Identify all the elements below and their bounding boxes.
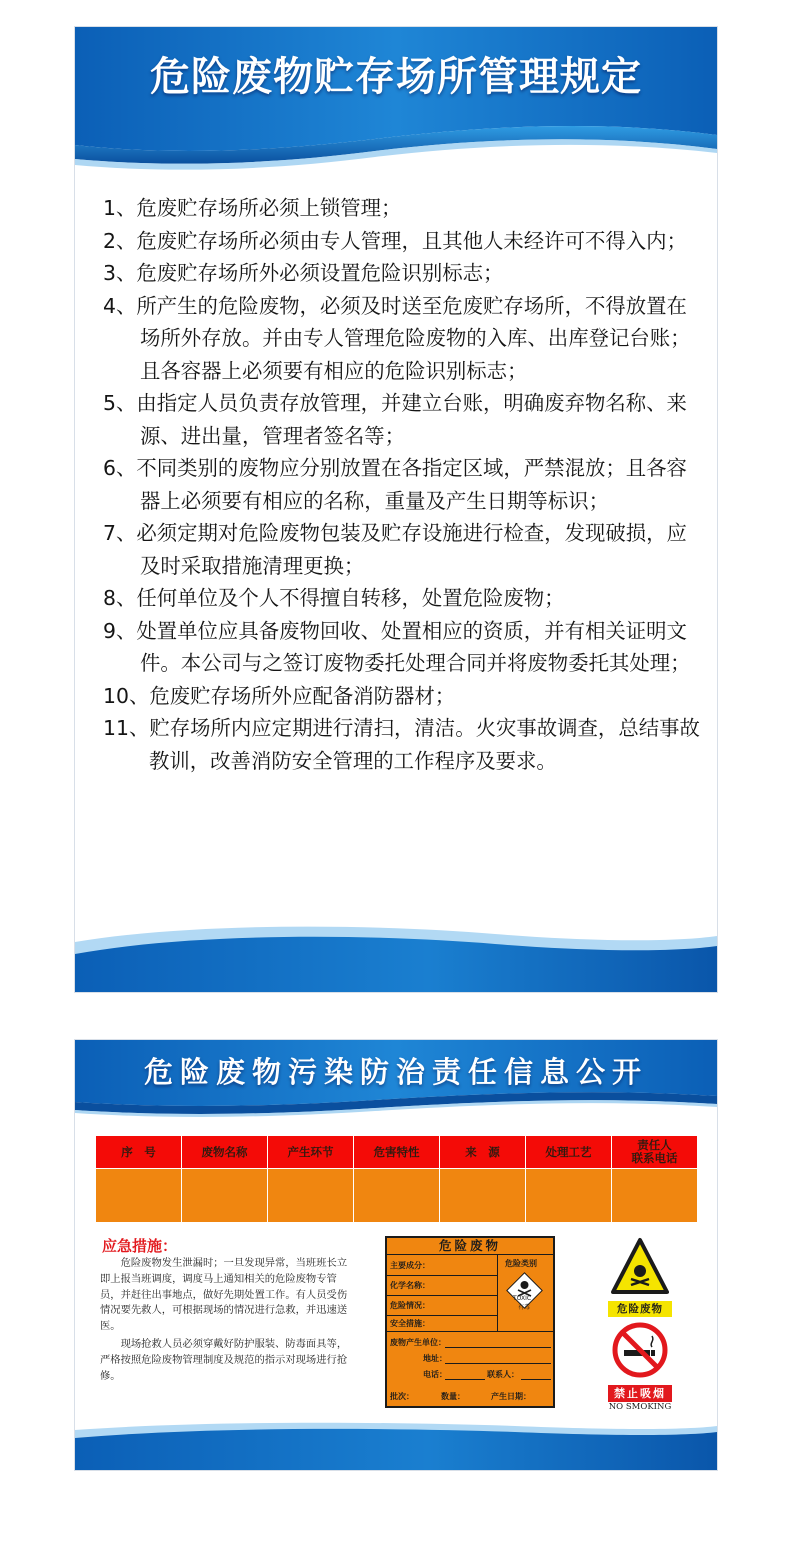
emergency-body bbox=[100, 1256, 355, 1386]
label-field: 主要成分： bbox=[390, 1261, 430, 1270]
rule-item: 3、危废贮存场所外必须设置危险识别标志； bbox=[103, 261, 504, 285]
label-field: 地址： bbox=[423, 1354, 447, 1363]
label-field: 联系人： bbox=[487, 1370, 519, 1379]
table-header-row bbox=[96, 1136, 697, 1168]
table-cell bbox=[526, 1169, 612, 1222]
label-rule bbox=[387, 1315, 497, 1316]
table-cell bbox=[354, 1169, 440, 1222]
rule-item: 11、贮存场所内应定期进行清扫，清洁。火灾事故调查，总结事故教训，改善消防安全管理的工作程序及要求。 bbox=[103, 716, 700, 773]
label-rule bbox=[387, 1275, 497, 1276]
no-smoking-label: 禁止吸烟 bbox=[608, 1385, 672, 1402]
management-rules-panel bbox=[75, 27, 717, 992]
rule-item: 2、危废贮存场所必须由专人管理，且其他人未经许可不得入内； bbox=[103, 228, 687, 253]
table-cell bbox=[96, 1169, 182, 1222]
rule-item: 7、必须定期对危险废物包装及贮存设施进行检查，发现破损，应及时采取措施清理更换； bbox=[103, 521, 687, 578]
label-field: 废物产生单位： bbox=[390, 1338, 446, 1347]
emergency-paragraph: 现场抢救人员必须穿戴好防护服装、防毒面具等，严格按照危险废物管理制度及规范的指示对现场进行抢修。 bbox=[100, 1337, 348, 1382]
table-header-cell: 危害特性 bbox=[354, 1136, 440, 1168]
label-field: 危险类别 bbox=[505, 1259, 537, 1268]
label-rule bbox=[387, 1331, 553, 1332]
label-field: 危险情况： bbox=[390, 1301, 430, 1310]
label-rule bbox=[521, 1379, 551, 1380]
label-field: 化学名称： bbox=[390, 1281, 430, 1290]
label-field: 安全措施： bbox=[390, 1319, 430, 1328]
table-header-cell: 序 号 bbox=[96, 1136, 182, 1168]
table-header-cell: 来 源 bbox=[440, 1136, 526, 1168]
label-divider bbox=[497, 1254, 498, 1331]
rule-item: 10、危废贮存场所外应配备消防器材； bbox=[103, 683, 456, 708]
rule-item: 6、不同类别的废物应分别放置在各指定区域，严禁混放；且各容器上必须要有相应的名称，重量及产生日期等标识； bbox=[103, 456, 687, 513]
label-rule bbox=[445, 1347, 551, 1348]
label-field: 批次： bbox=[390, 1392, 414, 1401]
waste-info-table bbox=[96, 1136, 697, 1222]
label-title: 危险废物 bbox=[387, 1238, 553, 1255]
panel-title: 危险废物污染防治责任信息公开 bbox=[143, 1055, 648, 1089]
table-header-cell: 废物名称 bbox=[182, 1136, 268, 1168]
toxic-en: TOXIC bbox=[513, 1295, 532, 1302]
rules-list bbox=[103, 192, 703, 777]
table-row bbox=[96, 1168, 697, 1222]
table-cell bbox=[182, 1169, 268, 1222]
table-header-cell: 处理工艺 bbox=[526, 1136, 612, 1168]
footer-wave-banner bbox=[75, 912, 717, 992]
label-rule bbox=[445, 1379, 485, 1380]
no-smoking-english-label: NO SMOKING bbox=[608, 1402, 672, 1412]
hazard-warning-triangle-icon bbox=[611, 1237, 669, 1299]
toxic-cn: 有毒 bbox=[518, 1304, 531, 1311]
label-field: 电话： bbox=[423, 1370, 447, 1379]
emergency-paragraph: 危险废物发生泄漏时；一旦发现异常，当班班长立即上报当班调度，调度马上通知相关的危险废物专管员，并赶往出事地点，做好先期处置工作。有人员受伤情况要先救人，可根据现场的情况进行急救，并迅速送医。 bbox=[100, 1257, 348, 1333]
table-cell bbox=[268, 1169, 354, 1222]
label-rule bbox=[387, 1295, 497, 1296]
table-cell bbox=[612, 1169, 697, 1222]
emergency-title: 应急措施： bbox=[102, 1237, 178, 1255]
label-field: 产生日期： bbox=[491, 1392, 531, 1401]
responsibility-info-panel bbox=[75, 1040, 717, 1470]
label-rule bbox=[445, 1363, 551, 1364]
footer-wave-banner bbox=[75, 1412, 717, 1470]
rule-item: 8、任何单位及个人不得擅自转移，处置危险废物； bbox=[103, 586, 565, 610]
rule-item: 9、处置单位应具备废物回收、处置相应的资质，并有相关证明文件。本公司与之签订废物委托处理合同并将废物委托其处理； bbox=[103, 618, 691, 675]
table-header-cell: 责任人 联系电话 bbox=[631, 1138, 678, 1165]
rule-item: 5、由指定人员负责存放管理，并建立台账，明确废弃物名称、来源、进出量，管理者签名等； bbox=[103, 391, 687, 448]
label-field: 数量： bbox=[441, 1392, 465, 1401]
rule-item: 4、所产生的危险废物，必须及时送至危废贮存场所，不得放置在场所外存放。并由专人管理危险废物的入库、出库登记台账；且各容器上必须要有相应的危险识别标志； bbox=[103, 293, 691, 383]
table-header-cell: 产生环节 bbox=[268, 1136, 354, 1168]
page-title: 危险废物贮存场所管理规定 bbox=[150, 54, 642, 100]
hazardous-waste-label bbox=[385, 1236, 555, 1408]
table-cell bbox=[440, 1169, 526, 1222]
hazard-warning-label: 危险废物 bbox=[608, 1301, 672, 1317]
rule-item: 1、危废贮存场所必须上锁管理； bbox=[103, 196, 402, 220]
no-smoking-icon bbox=[612, 1322, 668, 1378]
